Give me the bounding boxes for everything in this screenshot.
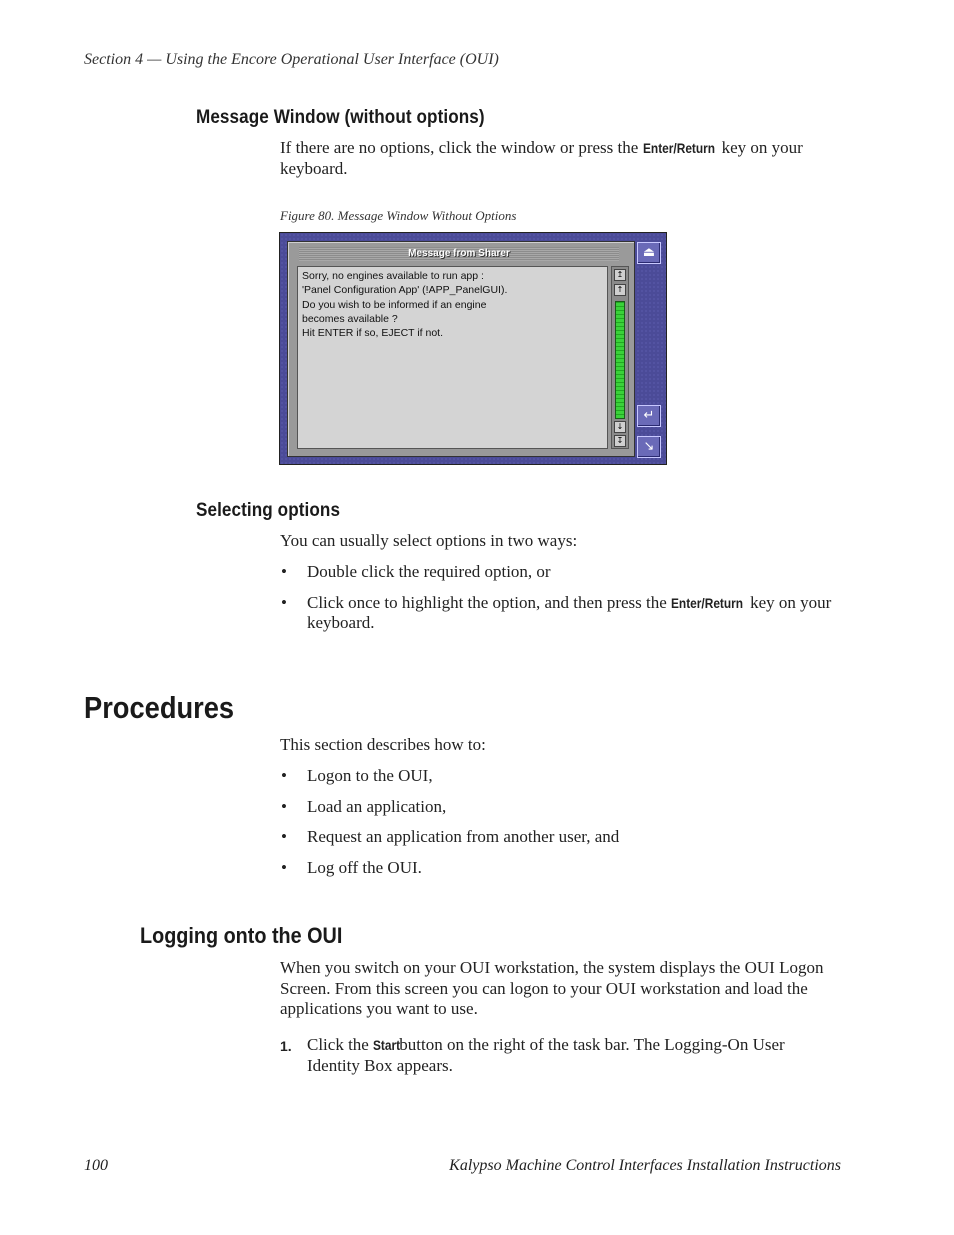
message-line: Hit ENTER if so, EJECT if not.: [302, 327, 444, 340]
message-line: Do you wish to be informed if an engine: [302, 298, 487, 311]
running-head: Section 4 — Using the Encore Operational User Interface (OUI): [84, 51, 499, 68]
list-item: • Request an application from another user, and: [280, 827, 845, 848]
message-window-title: Message from Sharer: [299, 247, 619, 261]
key-start: Start: [373, 1037, 401, 1053]
section-heading-message-window: Message Window (without options): [196, 107, 485, 128]
figure-caption: Figure 80. Message Window Without Options: [280, 208, 517, 223]
selecting-intro: You can usually select options in two ways:: [280, 531, 578, 550]
scroll-top-icon[interactable]: ↥: [614, 269, 626, 281]
procedures-intro: This section describes how to:: [280, 735, 486, 754]
enter-icon[interactable]: ↵: [637, 405, 661, 427]
key-enter-return: Enter/Return: [642, 140, 715, 156]
eject-icon[interactable]: ⏏: [637, 242, 661, 264]
message-line: 'Panel Configuration App' (!APP_PanelGUI).: [302, 284, 508, 297]
step-1: 1. Click the Start button on the right of the task bar. The Logging-On User Identity Box appears.: [280, 1035, 785, 1075]
document-title: Kalypso Machine Control Interfaces Installation Instructions: [449, 1157, 841, 1174]
section-heading-logging-onto-oui: Logging onto the OUI: [140, 923, 343, 948]
message-window[interactable]: [287, 241, 635, 457]
message-window-paragraph: If there are no options, click the window or press the Enter/Return key on your keyboard.: [280, 138, 803, 178]
scrollbar-thumb[interactable]: [615, 301, 625, 419]
step-number: 1.: [280, 1038, 292, 1054]
section-heading-selecting-options: Selecting options: [196, 500, 341, 521]
message-line: Sorry, no engines available to run app :: [302, 270, 484, 282]
list-item: • Load an application,: [280, 797, 845, 818]
scroll-down-icon[interactable]: ↓: [614, 421, 626, 433]
selecting-options-list: [280, 562, 845, 634]
message-window-figure: [279, 232, 667, 465]
logging-paragraph: When you switch on your OUI workstation, the system displays the OUI Logon Screen. From this screen you can logon to your OUI workstation and load the applications you want to use.: [280, 958, 824, 1018]
key-enter-return: Enter/Return: [671, 594, 744, 611]
resize-icon[interactable]: ↘: [637, 436, 661, 458]
list-item: • Log off the OUI.: [280, 858, 845, 879]
list-item: • Click once to highlight the option, and then press the Enter/Return key on your keyboard.: [280, 593, 845, 634]
scrollbar[interactable]: [611, 266, 629, 449]
list-item: • Double click the required option, or: [280, 562, 845, 583]
message-text-area[interactable]: [297, 266, 608, 449]
scroll-up-icon[interactable]: ↑: [614, 284, 626, 296]
page-number: 100: [84, 1157, 108, 1174]
scroll-bottom-icon[interactable]: ↧: [614, 435, 626, 447]
procedures-list: [280, 766, 845, 878]
chapter-heading-procedures: Procedures: [84, 690, 235, 725]
list-item: • Logon to the OUI,: [280, 766, 845, 787]
message-line: becomes available ?: [302, 312, 398, 325]
